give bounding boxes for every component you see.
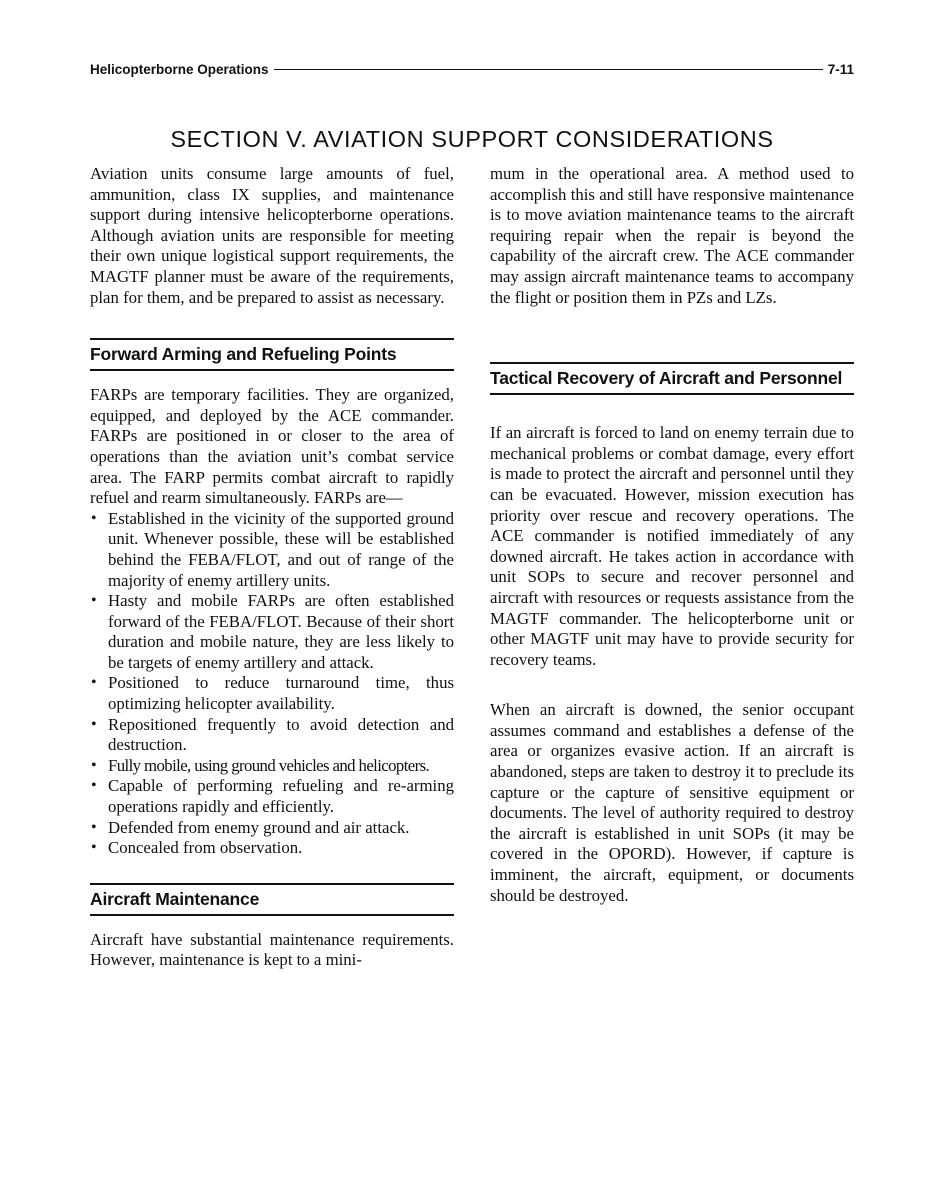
trap-heading: Tactical Recovery of Aircraft and Personnel [490,362,854,395]
farp-paragraph: FARPs are temporary facilities. They are organized, equipped, and deployed by the ACE commander. FARPs are positioned in or closer to the area of operations than the aviation unit’s combat service area. The FARP permits combat aircraft to rapidly refuel and rearm simultaneously. FARPs are— [90,385,454,508]
farp-bullet-list [90,509,454,859]
header-rule [274,69,823,70]
left-column [90,164,454,971]
list-item: • Capable of performing refueling and re-arming operations rapidly and efficiently. [91,776,454,817]
running-header [90,59,854,79]
list-item: • Hasty and mobile FARPs are often established forward of the FEBA/FLOT. Because of their short duration and mobile nature, they are less likely to be targets of enemy artillery and attack. [91,591,454,672]
bullet-icon: • [91,715,97,733]
header-title: Helicopterborne Operations [90,61,269,77]
maintenance-paragraph-continued: mum in the operational area. A method used to accomplish this and still have responsive maintenance is to move aviation maintenance teams to the aircraft requiring repair when the repair is beyond the capability of the aircraft crew. The ACE commander may assign aircraft maintenance teams to accompany the flight or position them in PZs and LZs. [490,164,854,307]
list-item: • Fully mobile, using ground vehicles and helicopters. [91,755,430,775]
list-item: • Repositioned frequently to avoid detection and destruction. [91,714,454,755]
bullet-icon: • [91,674,97,692]
bullet-icon: • [91,818,97,836]
bullet-icon: • [91,756,97,774]
trap-paragraph-2: When an aircraft is downed, the senior occupant assumes command and establishes a defense of the area or organizes evasive action. If an aircraft is abandoned, steps are taken to destroy it to preclude its capture or the capture of sensitive equipment or documents. The level of authority required to destroy the aircraft is established in unit SOPs (it may be covered in the OPORD). However, if capture is imminent, the aircraft, equipment, or documents should be destroyed. [490,700,854,905]
maintenance-heading: Aircraft Maintenance [90,883,454,916]
bullet-icon: • [91,839,97,857]
list-item: • Established in the vicinity of the supported ground unit. Whenever possible, these will be established behind the FEBA/FLOT, and out of range of the majority of enemy artillery units. [91,508,454,590]
list-item: • Concealed from observation. [91,838,303,858]
intro-paragraph: Aviation units consume large amounts of fuel, ammunition, class IX supplies, and maintenance support during intensive helicopterborne operations. Although aviation units are responsible for meeting their own unique logistical support requirements, the MAGTF planner must be aware of the requirements, plan for them, and be prepared to assist as necessary. [90,164,454,307]
list-item: • Positioned to reduce turnaround time, thus optimizing helicopter availability. [91,673,454,714]
bullet-icon: • [91,509,97,527]
trap-paragraph-1: If an aircraft is forced to land on enemy terrain due to mechanical problems or combat damage, every effort is made to protect the aircraft and personnel until they can be evacuated. However, mission execution has priority over rescue and recovery operations. The ACE commander is notified immediately of any downed aircraft. He takes action in accordance with unit SOPs to secure and recover personnel and aircraft with resources or requests assistance from the MAGTF commander. The helicopterborne unit or other MAGTF unit may have to provide security for recovery teams. [490,423,854,669]
section-title: SECTION V. AVIATION SUPPORT CONSIDERATIONS [170,125,774,152]
bullet-icon: • [91,777,97,795]
maintenance-paragraph-start: Aircraft have substantial maintenance requirements. However, maintenance is kept to a mini- [90,929,454,970]
page-number: 7-11 [827,61,854,77]
bullet-icon: • [91,592,97,610]
farp-heading: Forward Arming and Refueling Points [90,338,454,371]
right-column [490,164,854,906]
list-item: • Defended from enemy ground and air attack. [91,817,410,837]
